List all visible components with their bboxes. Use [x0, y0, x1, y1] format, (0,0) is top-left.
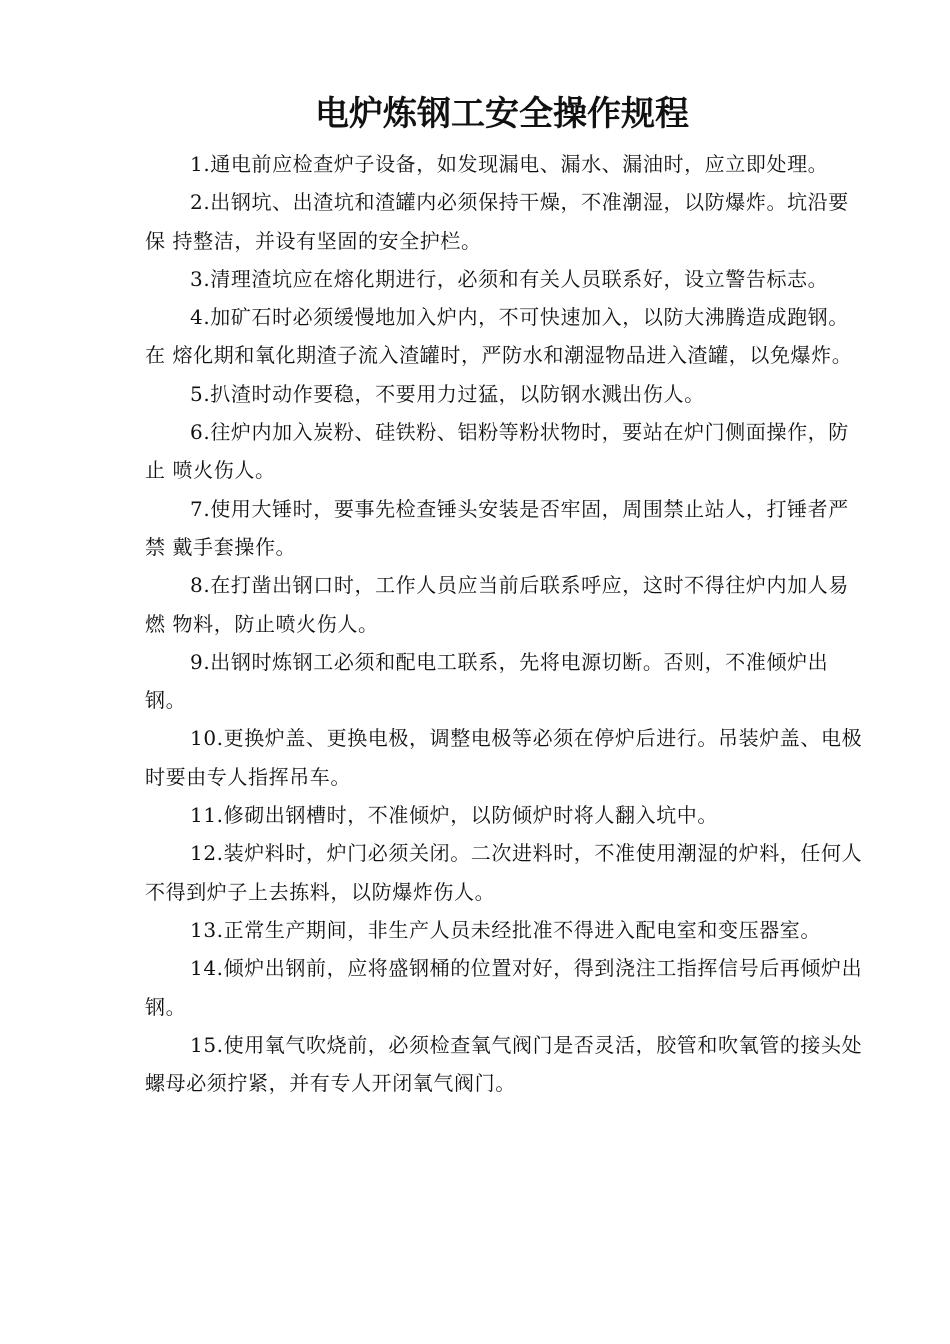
rule-paragraph-8: 8.在打凿出钢口时，工作人员应当前后联系呼应，这时不得往炉内加人易燃 物料，防止喷火伤人。: [145, 573, 849, 636]
rule-paragraph-5: 5.扒渣时动作要稳，不要用力过猛，以防钢水溅出伤人。: [190, 381, 705, 406]
rule-paragraph-15: 15.使用氧气吹烧前，必须检查氧气阀门是否灵活，胶管和吹氧管的接头处螺母必须拧紧，并有专人开闭氧气阀门。: [145, 1032, 863, 1096]
rule-paragraph-4: 4.加矿石时必须缓慢地加入炉内，不可快速加入，以防大沸腾造成跑钢。在 熔化期和氧化期渣子流入渣罐时，严防水和潮湿物品进入渣罐，以免爆炸。: [145, 305, 853, 368]
rule-paragraph-2: 2.出钢坑、出渣坑和渣罐内必须保持干燥，不准潮湿，以防爆炸。坑沿要保 持整洁，并设有坚固的安全护栏。: [145, 190, 849, 253]
rule-paragraph-11: 11.修砌出钢槽时，不准倾炉，以防倾炉时将人翻入坑中。: [190, 803, 719, 828]
document-body: [145, 145, 863, 1102]
rule-paragraph-3: 3.清理渣坑应在熔化期进行，必须和有关人员联系好，设立警告标志。: [190, 266, 829, 291]
rule-paragraph-7: 7.使用大锤时，要事先检查锤头安装是否牢固，周围禁止站人，打锤者严禁 戴手套操作。: [145, 496, 849, 559]
document-title: 电炉炼钢工安全操作规程: [315, 94, 689, 134]
rule-paragraph-1: 1.通电前应检查炉子设备，如发现漏电、漏水、漏油时，应立即处理。: [190, 152, 829, 176]
rule-paragraph-6: 6.往炉内加入炭粉、硅铁粉、铝粉等粉状物时，要站在炉门侧面操作，防止 喷火伤人。: [145, 420, 849, 483]
rule-paragraph-14: 14.倾炉出钢前，应将盛钢桶的位置对好，得到浇注工指挥信号后再倾炉出钢。: [145, 956, 863, 1019]
rule-paragraph-9: 9.出钢时炼钢工必须和配电工联系，先将电源切断。否则，不准倾炉出钢。: [145, 649, 829, 713]
rule-paragraph-13: 13.正常生产期间，非生产人员未经批准不得进入配电室和变压器室。: [190, 917, 822, 942]
rule-paragraph-10: 10.更换炉盖、更换电极，调整电极等必须在停炉后进行。吊装炉盖、电极 时要由专人指挥吊车。: [145, 726, 863, 789]
rule-paragraph-12: 12.装炉料时，炉门必须关闭。二次进料时，不准使用潮湿的炉料，任何人 不得到炉子上去拣料，以防爆炸伤人。: [145, 841, 863, 904]
